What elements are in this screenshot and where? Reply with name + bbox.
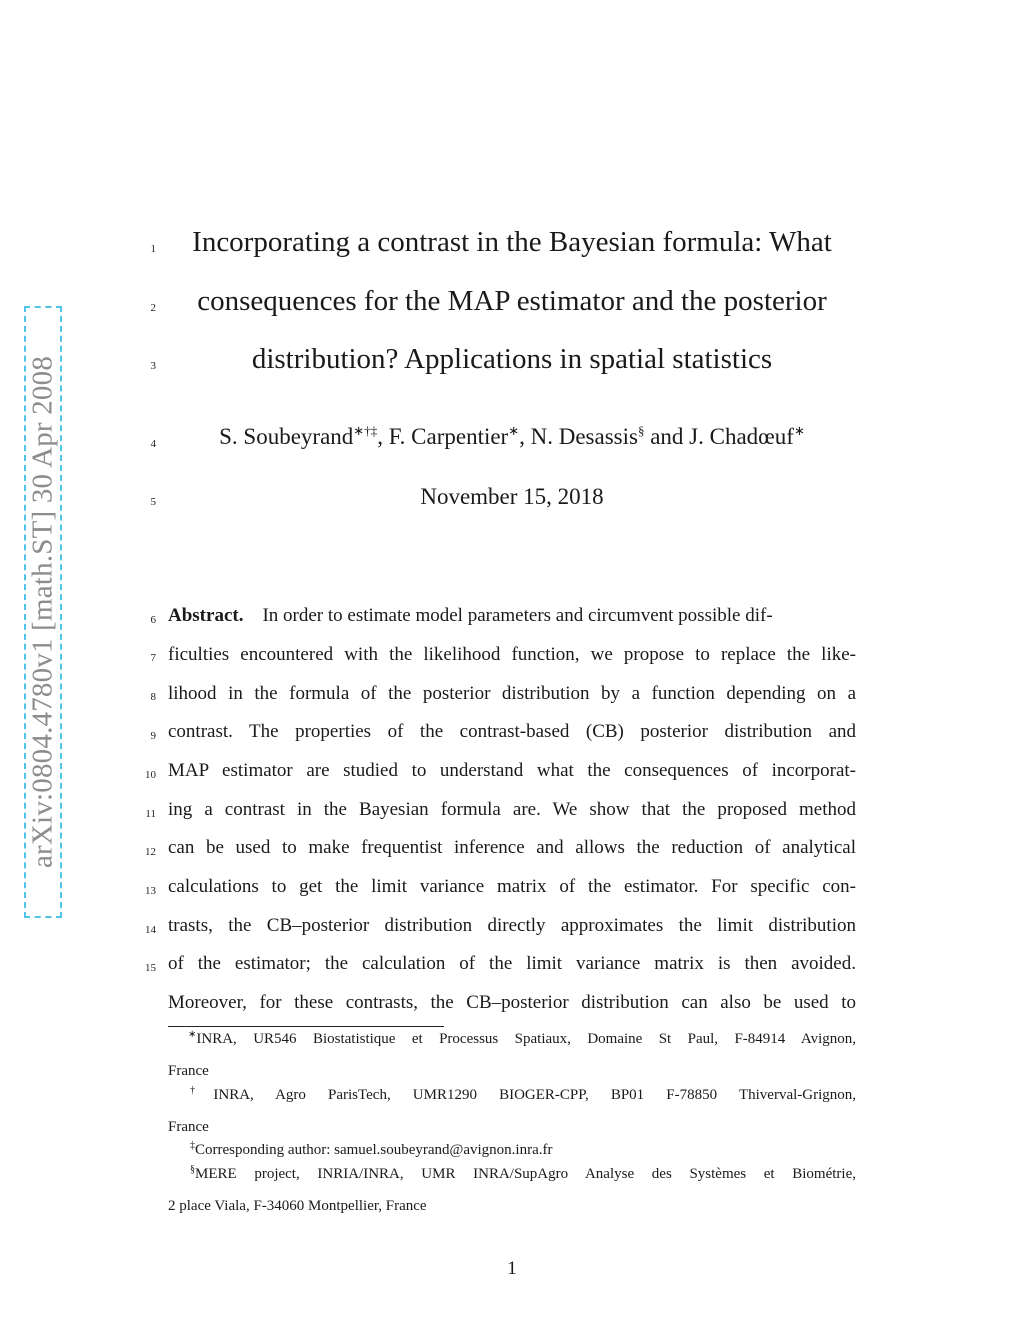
line-number: 4 [150,438,156,450]
line-number: 9 [150,730,156,742]
footnote-text: Corresponding author: samuel.soubeyrand@avignon.inra.fr [195,1142,553,1158]
footnote-text: INRA, UR546 Biostatistique et Processus Spatiaux, Domaine St Paul, F-84914 Avignon, [196,1031,856,1047]
footnote-4 [168,1166,856,1183]
abstract-line: MAP estimator are studied to understand what the consequences of incorporat- [168,760,856,781]
affiliation-mark: ∗ [793,423,805,438]
publication-date: November 15, 2018 [420,484,604,509]
footnote-mark: ‡ [190,1140,195,1151]
line-number: 2 [150,302,156,314]
footnote-text: INRA, Agro ParisTech, UMR1290 BIOGER-CPP, BP01 F-78850 Thiverval-Grignon, [213,1087,857,1103]
page-number: 1 [507,1258,517,1279]
arxiv-identifier: arXiv:0804.4780v1 [math.ST] 30 Apr 2008 [26,355,59,869]
affiliation-mark: § [637,423,645,438]
line-number: 8 [150,691,156,703]
footnote-divider [168,1026,444,1027]
line-number: 15 [145,962,156,974]
footnote-1 [168,1031,856,1048]
paper-title-line-1: Incorporating a contrast in the Bayesian formula: What [192,226,832,258]
abstract-line: trasts, the CB–posterior distribution directly approximates the limit distribution [168,915,856,936]
author-name: S. Soubeyrand [219,424,354,449]
author-name: and J. Chadœuf [644,424,794,449]
author-list [168,424,856,450]
paper-title-line-3: distribution? Applications in spatial statistics [251,343,773,375]
line-number: 7 [150,652,156,664]
footnote-2 [168,1087,856,1104]
abstract-line: contrast. The properties of the contrast-based (CB) posterior distribution and [168,721,856,742]
footnote-mark: † [190,1085,214,1096]
line-number: 13 [145,885,156,897]
line-number: 6 [150,614,156,626]
abstract-first-line [168,605,856,627]
footnote-mark: ∗ [188,1029,197,1040]
line-number: 10 [145,769,156,781]
paper-title-line-2: consequences for the MAP estimator and the posterior [197,285,827,317]
line-number: 12 [145,846,156,858]
abstract-line: calculations to get the limit variance matrix of the estimator. For specific con- [168,876,856,897]
abstract-line: ficulties encountered with the likelihood function, we propose to replace the like- [168,644,856,665]
affiliation-mark: ∗ [508,423,520,438]
affiliation-mark: ∗†‡ [353,423,378,438]
abstract-line: ing a contrast in the Bayesian formula are. We show that the proposed method [168,799,856,820]
author-name: , N. Desassis [519,424,638,449]
footnote-3 [168,1142,856,1159]
line-number: 1 [150,243,156,255]
abstract-text: In order to estimate model parameters and circumvent possible dif- [262,605,773,626]
abstract-line: lihood in the formula of the posterior distribution by a function depending on a [168,683,856,704]
footnote-mark: § [190,1164,195,1175]
footnote-1-cont: France [168,1063,209,1079]
footnote-text: MERE project, INRIA/INRA, UMR INRA/SupAgro Analyse des Systèmes et Biométrie, [195,1166,856,1182]
abstract-line: can be used to make frequentist inference and allows the reduction of analytical [168,837,856,858]
line-number: 14 [145,924,156,936]
abstract-line: of the estimator; the calculation of the limit variance matrix is then avoided. [168,953,856,974]
arxiv-stamp [24,306,62,918]
abstract-line: Moreover, for these contrasts, the CB–posterior distribution can also be used to [168,992,856,1013]
abstract-label: Abstract. [168,605,244,626]
line-number: 5 [150,496,156,508]
line-number: 3 [150,360,156,372]
author-name: , F. Carpentier [377,424,509,449]
line-number: 11 [145,808,156,820]
footnote-2-cont: France [168,1119,209,1135]
footnote-4-cont: 2 place Viala, F-34060 Montpellier, France [168,1198,427,1214]
